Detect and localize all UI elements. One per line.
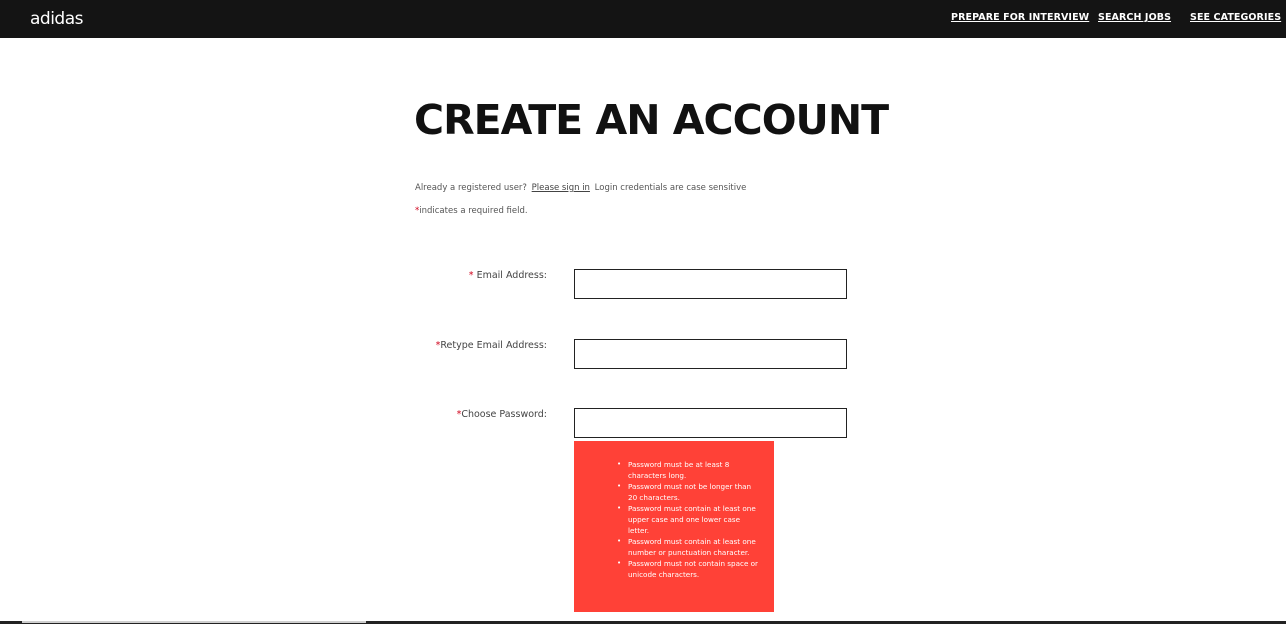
horizontal-scrollbar[interactable] bbox=[22, 621, 366, 623]
email-label bbox=[407, 270, 547, 281]
retype-email-field[interactable] bbox=[574, 339, 847, 369]
password-rule-text: Password must not contain space or unicode characters. bbox=[628, 559, 759, 579]
adidas-logo[interactable]: adidas bbox=[30, 9, 83, 29]
bullet-icon: • bbox=[617, 537, 622, 545]
registered-suffix: Login credentials are case sensitive bbox=[594, 183, 747, 193]
bullet-icon: • bbox=[617, 460, 622, 468]
required-star: * bbox=[456, 409, 462, 420]
required-star: * bbox=[468, 270, 477, 281]
page-title: CREATE AN ACCOUNT bbox=[414, 96, 889, 144]
retype-email-label bbox=[407, 340, 547, 351]
registered-user-note bbox=[415, 183, 746, 193]
password-rule bbox=[617, 558, 759, 580]
registered-prefix: Already a registered user? bbox=[415, 183, 527, 193]
password-rule bbox=[617, 536, 758, 558]
password-rule-text: Password must not be longer than 20 characters. bbox=[628, 482, 752, 502]
password-rule-text: Password must contain at least one number or punctuation character. bbox=[628, 537, 756, 557]
nav-see-categories[interactable]: SEE CATEGORIES bbox=[1190, 12, 1282, 23]
sign-in-link[interactable]: Please sign in bbox=[531, 183, 590, 193]
password-field[interactable] bbox=[574, 408, 847, 438]
password-rules-list bbox=[617, 459, 759, 580]
bullet-icon: • bbox=[617, 559, 622, 567]
password-rule bbox=[617, 503, 758, 536]
retype-email-label-text: Retype Email Address: bbox=[440, 340, 547, 351]
password-rule-text: Password must contain at least one upper case and one lower case letter. bbox=[628, 504, 756, 535]
email-label-text: Email Address: bbox=[476, 270, 547, 281]
required-star: * bbox=[415, 206, 420, 216]
bullet-icon: • bbox=[617, 504, 622, 512]
password-label bbox=[407, 409, 547, 420]
password-rule-text: Password must be at least 8 characters long. bbox=[628, 460, 730, 480]
password-rule bbox=[617, 481, 758, 503]
required-field-note bbox=[415, 206, 528, 216]
password-rule bbox=[617, 459, 758, 481]
required-note-text: indicates a required field. bbox=[419, 206, 528, 216]
nav-prepare-for-interview[interactable]: PREPARE FOR INTERVIEW bbox=[951, 12, 1090, 23]
bullet-icon: • bbox=[617, 482, 622, 490]
top-navigation-bar bbox=[0, 0, 1286, 38]
email-field[interactable] bbox=[574, 269, 847, 299]
password-label-text: Choose Password: bbox=[461, 409, 547, 420]
required-star: * bbox=[435, 340, 441, 351]
password-requirements-tooltip bbox=[574, 441, 774, 612]
nav-search-jobs[interactable]: SEARCH JOBS bbox=[1098, 12, 1172, 23]
